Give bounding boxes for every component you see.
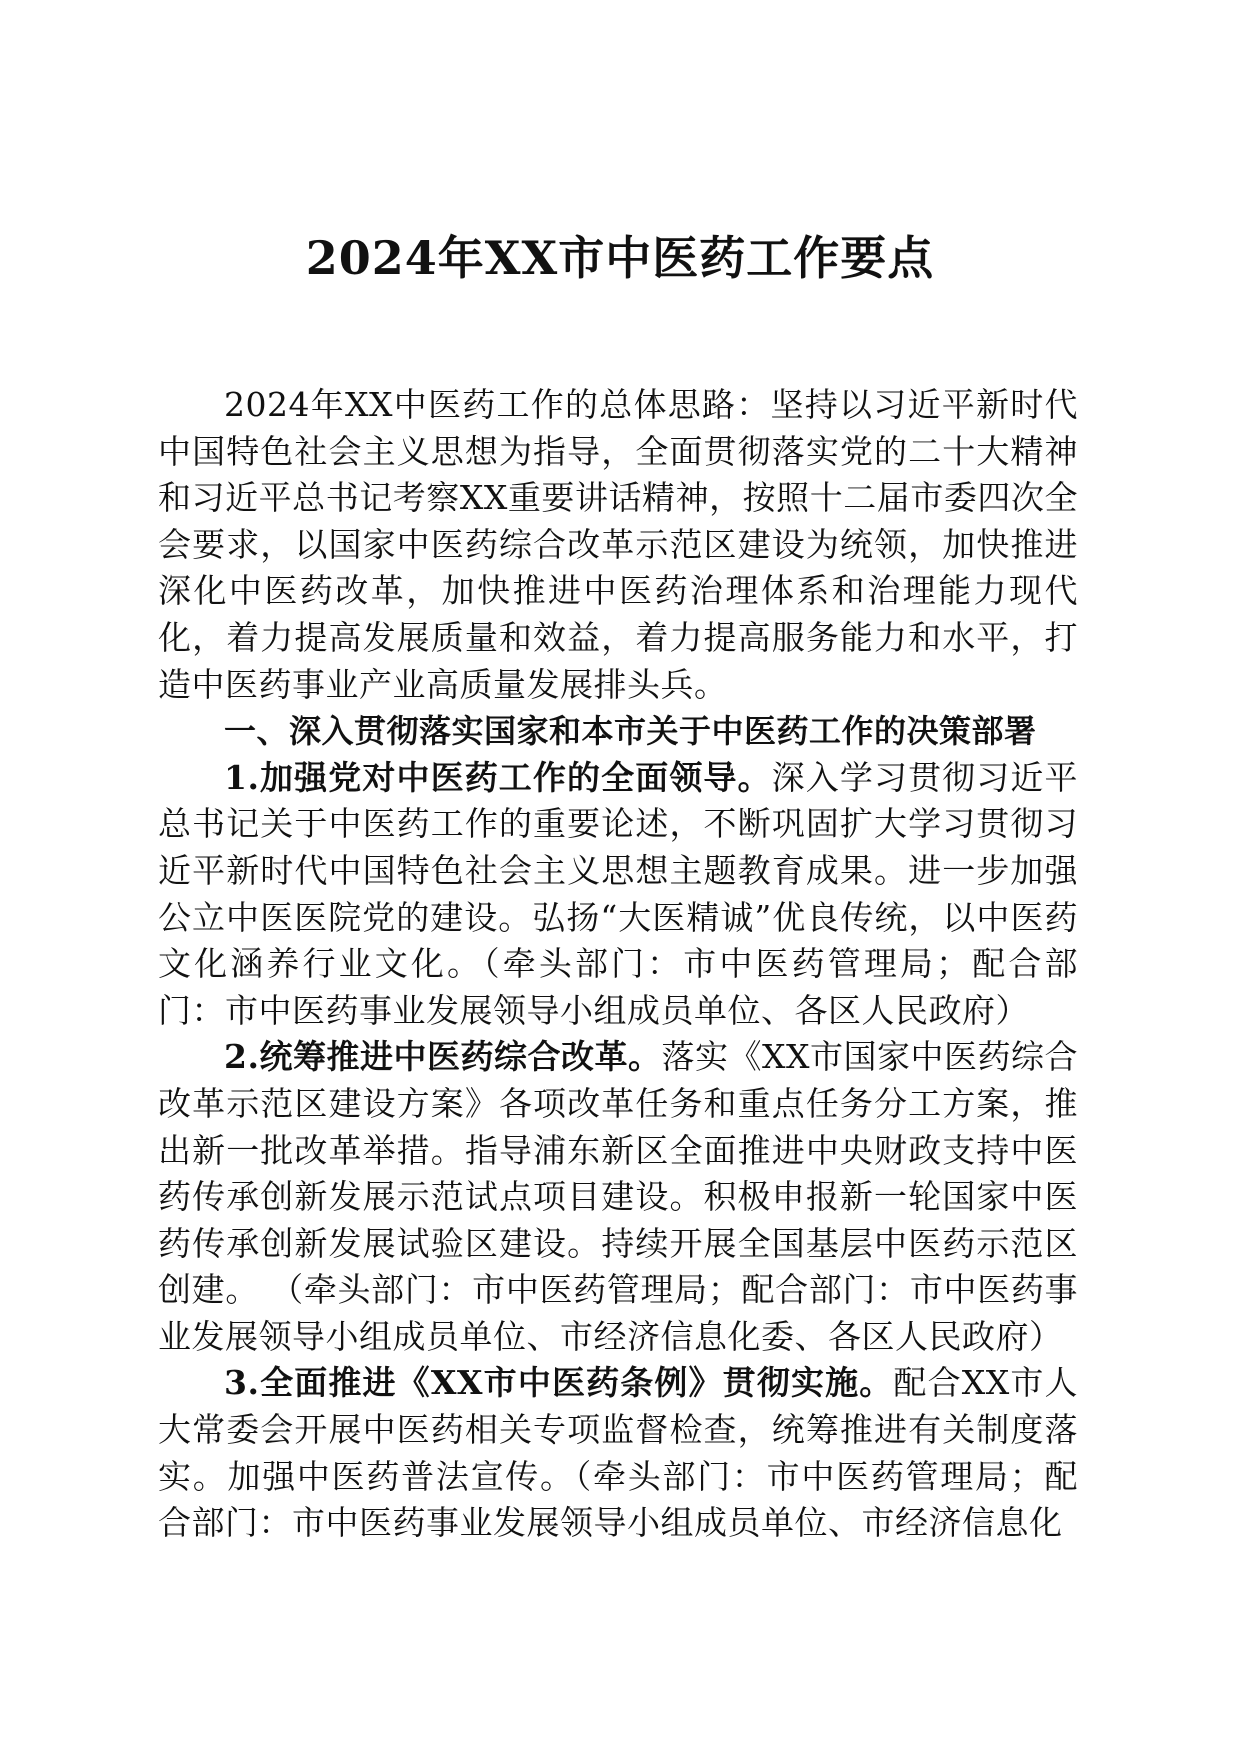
- list-item: [158, 1034, 1078, 1360]
- list-item: [158, 1360, 1078, 1546]
- item-heading: 1.加强党对中医药工作的全面领导。: [224, 757, 772, 797]
- document-body: [158, 382, 1078, 1547]
- item-text: 落实《XX市国家中医药综合改革示范区建设方案》各项改革任务和重点任务分工方案，推出新一批改革举措。指导浦东新区全面推进中央财政支持中医药传承创新发展示范试点项目建设。积极申报新一轮国家中医药传承创新发展试验区建设。持续开展全国基层中医药示范区创建。 （牵头部门：市中医药管理局；配合部门：市中医药事业发展领导小组成员单位、市经济信息化委、各区人民政府）: [158, 1037, 1078, 1356]
- intro-paragraph: 2024年XX中医药工作的总体思路：坚持以习近平新时代中国特色社会主义思想为指导，全面贯彻落实党的二十大精神和习近平总书记考察XX重要讲话精神，按照十二届市委四次全会要求，以国家中医药综合改革示范区建设为统领，加快推进深化中医药改革，加快推进中医药治理体系和治理能力现代化，着力提高发展质量和效益，着力提高服务能力和水平，打造中医药事业产业高质量发展排头兵。: [158, 385, 1078, 704]
- item-text: 深入学习贯彻习近平总书记关于中医药工作的重要论述，不断巩固扩大学习贯彻习近平新时代中国特色社会主义思想主题教育成果。进一步加强公立中医医院党的建设。弘扬“大医精诚”优良传统，以中医药文化涵养行业文化。（牵头部门：市中医药管理局；配合部门：市中医药事业发展领导小组成员单位、各区人民政府）: [158, 757, 1079, 1030]
- item-text: 配合XX市人大常委会开展中医药相关专项监督检查，统筹推进有关制度落实。加强中医药普法宣传。（牵头部门：市中医药管理局；配合部门：市中医药事业发展领导小组成员单位、市经济信息化: [158, 1363, 1078, 1543]
- list-item: [158, 755, 1078, 1035]
- item-heading: 3.全面推进《XX市中医药条例》贯彻实施。: [224, 1363, 894, 1403]
- section-heading: [158, 708, 1078, 755]
- item-heading: 2.统筹推进中医药综合改革。: [224, 1037, 662, 1077]
- page-title: 2024年XX市中医药工作要点: [305, 231, 935, 285]
- section-heading-text: 一、深入贯彻落实国家和本市关于中医药工作的决策部署: [224, 712, 1037, 751]
